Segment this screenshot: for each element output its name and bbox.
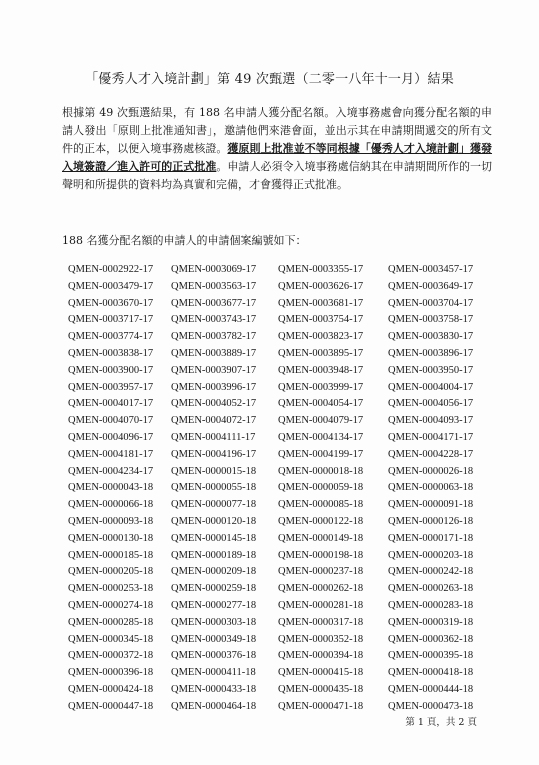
case-number: QMEN-0003069-17 [171, 264, 257, 275]
case-number: QMEN-0004093-17 [388, 415, 474, 427]
case-number: QMEN-0000376-18 [171, 650, 257, 662]
case-number: QMEN-0003996-17 [171, 381, 257, 393]
case-number: QMEN-0003704-17 [388, 297, 474, 309]
case-number: QMEN-0000435-18 [278, 683, 364, 695]
case-number: QMEN-0003681-17 [278, 297, 364, 309]
case-number: QMEN-0004228-17 [388, 448, 474, 460]
case-number: QMEN-0000471-18 [278, 700, 364, 712]
case-number: QMEN-0000026-18 [388, 465, 474, 477]
case-number: QMEN-0000059-18 [278, 482, 364, 494]
document-title: 「優秀人才入境計劃」第 49 次甄選（二零一八年十一月）結果 [85, 72, 454, 87]
case-number: QMEN-0004054-17 [278, 398, 364, 410]
case-number: QMEN-0003626-17 [278, 280, 364, 292]
case-number: QMEN-0003457-17 [388, 264, 474, 275]
result-paragraph [62, 104, 492, 194]
case-number: QMEN-0000262-18 [278, 583, 364, 595]
list-intro: 188 名獲分配名額的申請人的申請個案編號如下： [62, 234, 307, 247]
case-number: QMEN-0004052-17 [171, 398, 257, 410]
case-number: QMEN-0004134-17 [278, 431, 364, 443]
paragraph-underlined-notice: 獲原則上批准並不等同根據「優秀人才入境計劃」獲發入境簽證／進入許可的正式批准 [62, 142, 493, 173]
case-number: QMEN-0000473-18 [388, 700, 474, 712]
case-number: QMEN-0000149-18 [278, 532, 364, 544]
case-number: QMEN-0000263-18 [388, 583, 474, 595]
case-number: QMEN-0000077-18 [171, 499, 257, 511]
case-number: QMEN-0000205-18 [68, 566, 154, 578]
case-number: QMEN-0000372-18 [68, 650, 154, 662]
case-number: QMEN-0003782-17 [171, 331, 257, 343]
case-number: QMEN-0000433-18 [171, 683, 257, 695]
case-number: QMEN-0000015-18 [171, 465, 257, 477]
case-number: QMEN-0003479-17 [68, 280, 154, 292]
case-number: QMEN-0000122-18 [278, 515, 364, 527]
case-number: QMEN-0004079-17 [278, 415, 364, 427]
case-number: QMEN-0000126-18 [388, 515, 474, 527]
case-number: QMEN-0000464-18 [171, 700, 257, 712]
case-number: QMEN-0003907-17 [171, 364, 257, 376]
case-number: QMEN-0000396-18 [68, 667, 154, 679]
case-number: QMEN-0003999-17 [278, 381, 364, 393]
case-number: QMEN-0004096-17 [68, 431, 154, 443]
case-number: QMEN-0000349-18 [171, 633, 257, 645]
case-number: QMEN-0004234-17 [68, 465, 154, 477]
case-number: QMEN-0000418-18 [388, 667, 474, 679]
case-number: QMEN-0003948-17 [278, 364, 364, 376]
case-number: QMEN-0000259-18 [171, 583, 257, 595]
case-number: QMEN-0003895-17 [278, 347, 364, 359]
case-number: QMEN-0000203-18 [388, 549, 474, 561]
case-number: QMEN-0003838-17 [68, 347, 154, 359]
case-number: QMEN-0003717-17 [68, 314, 154, 326]
case-number: QMEN-0003823-17 [278, 331, 364, 343]
case-number: QMEN-0000242-18 [388, 566, 474, 578]
case-number: QMEN-0004181-17 [68, 448, 154, 460]
case-number: QMEN-0000189-18 [171, 549, 257, 561]
case-number: QMEN-0003670-17 [68, 297, 154, 309]
case-number: QMEN-0000198-18 [278, 549, 364, 561]
case-number: QMEN-0000424-18 [68, 683, 154, 695]
case-number: QMEN-0000281-18 [278, 599, 364, 611]
case-number: QMEN-0003563-17 [171, 280, 257, 292]
case-number: QMEN-0000444-18 [388, 683, 474, 695]
case-number: QMEN-0003754-17 [278, 314, 364, 326]
case-number: QMEN-0000447-18 [68, 700, 154, 712]
case-number: QMEN-0000285-18 [68, 616, 154, 628]
case-number: QMEN-0004171-17 [388, 431, 474, 443]
case-number: QMEN-0000253-18 [68, 583, 154, 595]
case-number: QMEN-0000415-18 [278, 667, 364, 679]
case-number: QMEN-0000145-18 [171, 532, 257, 544]
case-number: QMEN-0000362-18 [388, 633, 474, 645]
case-number: QMEN-0004072-17 [171, 415, 257, 427]
case-number: QMEN-0000395-18 [388, 650, 474, 662]
case-number: QMEN-0002922-17 [68, 264, 154, 275]
case-number: QMEN-0000085-18 [278, 499, 364, 511]
case-number: QMEN-0000093-18 [68, 515, 154, 527]
case-number: QMEN-0003677-17 [171, 297, 257, 309]
case-number: QMEN-0004111-17 [171, 431, 256, 443]
case-number: QMEN-0000018-18 [278, 465, 364, 477]
case-number: QMEN-0000345-18 [68, 633, 154, 645]
case-number: QMEN-0000185-18 [68, 549, 154, 561]
case-number: QMEN-0000319-18 [388, 616, 474, 628]
case-number: QMEN-0004196-17 [171, 448, 257, 460]
paragraph-text-part2: 。申請人必須令入境事務處信納其在申請期間所作的一切聲明和所提供的資料均為真實和完備，才會獲得正式批准。 [62, 160, 493, 191]
case-number: QMEN-0004004-17 [388, 381, 474, 393]
case-number: QMEN-0000317-18 [278, 616, 364, 628]
case-number: QMEN-0000411-18 [171, 667, 256, 679]
paragraph-text-part1: 根據第 49 次甄選結果，有 188 名申請人獲分配名額。入境事務處會向獲分配名額的申請人發出「原則上批准通知書」，邀請他們來港會面，並出示其在申請期間遞交的所有文件的正本，以便入境事務處核證。 [62, 106, 492, 155]
case-number: QMEN-0003743-17 [171, 314, 257, 326]
case-number: QMEN-0003774-17 [68, 331, 154, 343]
case-number: QMEN-0000130-18 [68, 532, 154, 544]
case-number: QMEN-0003758-17 [388, 314, 474, 326]
case-number: QMEN-0000055-18 [171, 482, 257, 494]
case-number: QMEN-0000352-18 [278, 633, 364, 645]
case-number: QMEN-0003355-17 [278, 264, 364, 275]
case-number: QMEN-0000283-18 [388, 599, 474, 611]
case-number: QMEN-0000171-18 [388, 532, 474, 544]
case-number: QMEN-0000394-18 [278, 650, 364, 662]
case-number: QMEN-0003649-17 [388, 280, 474, 292]
case-number: QMEN-0000091-18 [388, 499, 474, 511]
case-number: QMEN-0004017-17 [68, 398, 154, 410]
case-number: QMEN-0003957-17 [68, 381, 154, 393]
case-number: QMEN-0000303-18 [171, 616, 257, 628]
page-footer: 第 1 頁，共 2 頁 [405, 717, 477, 728]
case-number: QMEN-0003900-17 [68, 364, 154, 376]
case-number: QMEN-0003896-17 [388, 347, 474, 359]
case-number-table [68, 262, 488, 716]
case-number: QMEN-0004056-17 [388, 398, 474, 410]
case-number: QMEN-0000237-18 [278, 566, 364, 578]
case-number: QMEN-0000063-18 [388, 482, 474, 494]
case-number: QMEN-0000043-18 [68, 482, 154, 494]
case-number: QMEN-0003950-17 [388, 364, 474, 376]
case-number: QMEN-0000120-18 [171, 515, 257, 527]
case-number: QMEN-0003830-17 [388, 331, 474, 343]
case-number: QMEN-0004070-17 [68, 415, 154, 427]
case-number: QMEN-0000274-18 [68, 599, 154, 611]
case-number: QMEN-0004199-17 [278, 448, 364, 460]
case-number: QMEN-0000066-18 [68, 499, 154, 511]
case-number: QMEN-0003889-17 [171, 347, 257, 359]
case-number: QMEN-0000209-18 [171, 566, 257, 578]
case-number: QMEN-0000277-18 [171, 599, 257, 611]
